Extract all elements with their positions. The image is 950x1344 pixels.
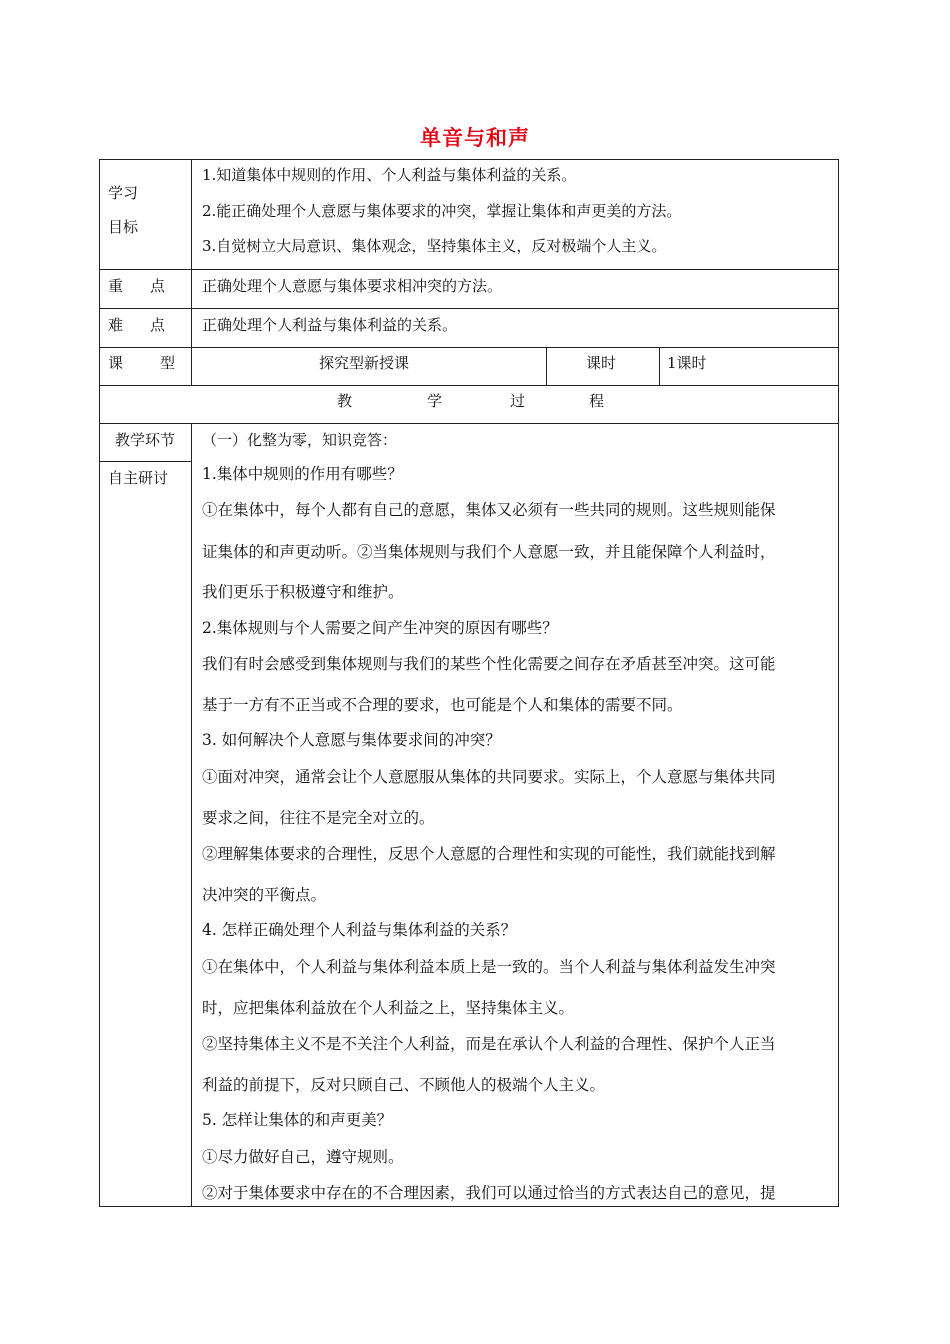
section-line: 基于一方有不正当或不合理的要求，也可能是个人和集体的需要不同。 xyxy=(202,696,683,714)
process-header-char: 过 xyxy=(510,392,526,410)
row-divider-2 xyxy=(99,308,839,309)
section-line: 5. 怎样让集体的和声更美？ xyxy=(202,1111,393,1129)
section-line: ①尽力做好自己，遵守规则。 xyxy=(202,1148,404,1166)
key-point-text: 正确处理个人意愿与集体要求相冲突的方法。 xyxy=(202,277,503,295)
section-line: 我们更乐于积极遵守和维护。 xyxy=(202,583,404,601)
label-column-divider-lower xyxy=(191,423,192,1207)
process-header-char: 程 xyxy=(589,392,605,410)
table-border-right xyxy=(838,159,839,1207)
difficult-point-label-b: 点 xyxy=(150,316,166,334)
section-line: 1.集体中规则的作用有哪些？ xyxy=(202,465,403,483)
difficult-point-text: 正确处理个人利益与集体利益的关系。 xyxy=(202,316,458,334)
row-divider-1 xyxy=(99,269,839,270)
section-line: ①面对冲突，通常会让个人意愿服从集体的共同要求。实际上，个人意愿与集体共同 xyxy=(202,768,776,786)
lesson-type-label-a: 课 xyxy=(108,354,124,372)
process-header-char: 教 xyxy=(337,392,353,410)
section-label: 自主研讨 xyxy=(108,469,169,487)
section-line: 利益的前提下，反对只顾自己、不顾他人的极端个人主义。 xyxy=(202,1076,606,1094)
process-header-char: 学 xyxy=(427,392,443,410)
section-line: 4. 怎样正确处理个人利益与集体利益的关系？ xyxy=(202,921,517,939)
key-point-label-a: 重 xyxy=(108,277,124,295)
table-border-bottom xyxy=(99,1206,839,1207)
section-line: 3. 如何解决个人意愿与集体要求间的冲突？ xyxy=(202,731,501,749)
section-line: 证集体的和声更动听。②当集体规则与我们个人意愿一致，并且能保障个人利益时， xyxy=(202,543,776,561)
section-line: ②对于集体要求中存在的不合理因素，我们可以通过恰当的方式表达自己的意见，提 xyxy=(202,1184,776,1202)
section-line: 要求之间，往往不是完全对立的。 xyxy=(202,809,435,827)
lesson-type-label-b: 型 xyxy=(160,354,176,372)
objectives-label-line1: 学习 xyxy=(108,184,139,202)
objectives-label-line2: 目标 xyxy=(108,218,139,236)
table-border-top xyxy=(99,159,839,160)
section-line: 我们有时会感受到集体规则与我们的某些个性化需要之间存在矛盾甚至冲突。这可能 xyxy=(202,655,776,673)
objective-item: 3.自觉树立大局意识、集体观念，坚持集体主义，反对极端个人主义。 xyxy=(202,237,667,255)
lesson-hours-label: 课时 xyxy=(586,354,617,372)
stage-intro: （一）化整为零，知识竞答： xyxy=(202,431,398,449)
section-line: ②坚持集体主义不是不关注个人利益，而是在承认个人利益的合理性、保护个人正当 xyxy=(202,1035,776,1053)
lesson-hours-value: 1课时 xyxy=(667,354,707,372)
lesson-type-divider-2 xyxy=(659,347,660,385)
section-line: 时，应把集体利益放在个人利益之上，坚持集体主义。 xyxy=(202,999,575,1017)
document-title: 单音与和声 xyxy=(420,125,530,150)
section-line: 决冲突的平衡点。 xyxy=(202,886,327,904)
row-divider-6 xyxy=(99,461,192,462)
section-line: ②理解集体要求的合理性，反思个人意愿的合理性和实现的可能性，我们就能找到解 xyxy=(202,845,776,863)
objective-item: 2.能正确处理个人意愿与集体要求的冲突，掌握让集体和声更美的方法。 xyxy=(202,202,682,220)
row-divider-3 xyxy=(99,347,839,348)
section-line: ①在集体中，个人利益与集体利益本质上是一致的。当个人利益与集体利益发生冲突 xyxy=(202,958,776,976)
difficult-point-label-a: 难 xyxy=(108,316,124,334)
table-border-left xyxy=(99,159,100,1207)
lesson-type-value: 探究型新授课 xyxy=(319,354,410,372)
stage-label: 教学环节 xyxy=(115,431,176,449)
lesson-type-divider-1 xyxy=(546,347,547,385)
objective-item: 1.知道集体中规则的作用、个人利益与集体利益的关系。 xyxy=(202,166,577,184)
label-column-divider xyxy=(191,159,192,385)
row-divider-5 xyxy=(99,423,839,424)
section-line: ①在集体中，每个人都有自己的意愿，集体又必须有一些共同的规则。这些规则能保 xyxy=(202,501,776,519)
row-divider-4 xyxy=(99,385,839,386)
key-point-label-b: 点 xyxy=(150,277,166,295)
section-line: 2.集体规则与个人需要之间产生冲突的原因有哪些？ xyxy=(202,619,558,637)
